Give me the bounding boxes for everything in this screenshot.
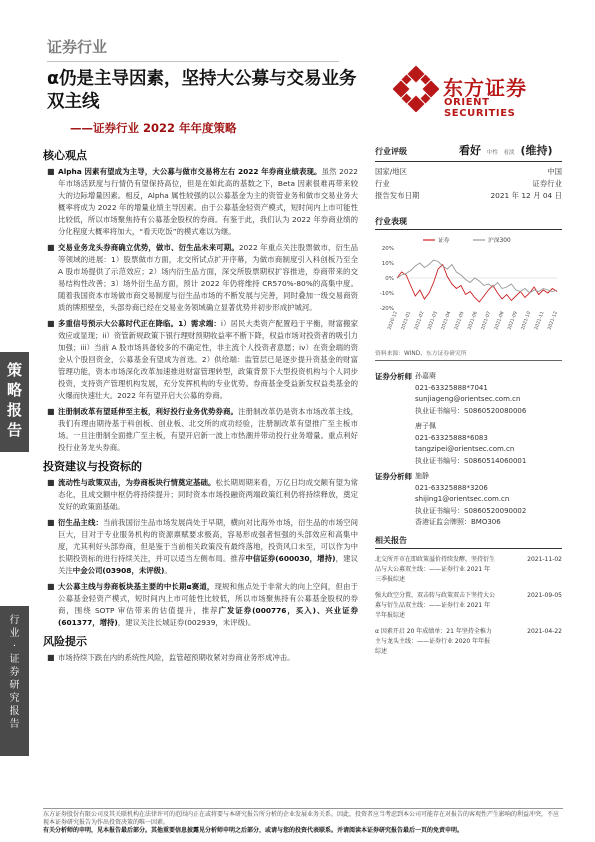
core-view-paragraph (43, 406, 358, 454)
bullet-icon: ■ (47, 243, 55, 252)
y-tick-label: 0% (385, 276, 394, 282)
rating-value: 看好 (459, 144, 481, 157)
analyst-line: 执业证书编号：S0860514060001 (415, 456, 527, 465)
x-tick-label: 2021-04 (440, 310, 453, 331)
analyst-line: 孙嘉赓 (415, 372, 436, 380)
rating-options: 中性 看淡 (487, 150, 515, 156)
analyst-line: 施静 (415, 472, 429, 480)
bullet-icon: ■ (47, 518, 55, 527)
core-view-body: 注册制改革仍是资本市场改革主线，我们有理由期待基于科创板、创业板、北交所的成功经验，注册制改革有望推广至主板市场。一旦注册制全面推广至主板，有望开启新一波上市热潮并带动投行业务增量。重点利好投行业务龙头券商。 (58, 407, 358, 452)
analyst-entry (375, 421, 562, 467)
x-tick-label: 2021-07 (480, 310, 493, 331)
analyst-role: 证券分析师 (375, 372, 412, 381)
risk-paragraph (43, 652, 358, 664)
investment-body: 松长期周期来看，万亿日均成交额有望为常态化，且成交额中枢仍将持续提升；同时资本市场投融资两端政策红利仍将持续释放，奠定发好的政策面基础。 (58, 478, 358, 511)
related-report-title: α 因素开启 20 年成绩单：21 年坚持全椎力主与龙头主线：——证券行业 2020 年年报综述 (375, 627, 492, 655)
core-view-body: i）居民大类资产配置趋于平衡，财富搬家效应或显现；ii）资管新规政策下银行理财预期收益率不断下降，权益市场对投资者的吸引力加强；iii）当前 A 股市场具备较多的不确定性，非主流个人投资者意愿；iv）在资金端的资金从个股回资金，公募基金有望成为首选。2）供给端：监管层已是逐步提升资基金的财富管理功能，资本市场深化改革加速推进财富管理转型，政策背景下大型投资机构与个人同步投资，支持资产管理机构发展，充分发挥机构的专业优势。券商基金受益新发权益类基金的火爆而快速壮大。2022 年有望开启大公募的券商。 (58, 319, 358, 400)
x-tick-label: 2021-09 (507, 310, 519, 331)
core-view-lead: 注册制改革有望延伸至主板，利好投行业务优势券商。 (58, 407, 239, 416)
core-view-lead: 多重信号预示大公募时代正在降临。1）需求端： (58, 319, 221, 328)
risk-body: 市场持续下跌在内的系统性风险，监管超预期收紧对券商业务形成冲击。 (58, 653, 295, 662)
core-view-body: 2022 年重点关注股票做市、衍生品等领域的进展：1）股票做市方面，北交所试点扩开序幕，为做市商制度引入科创板乃至全 A 股市场提供了示范效应；2）场内衍生品方面，深交所股票期权扩容推进，券商带来的交易结构性改善；3）场外衍生品方面，预计 2022 年仍将维持 CR570%-80%的高集中度。随着我国资本市场做市商交易制度与衍生品市场的不断发展与完善，同时叠加一级交易商资质的牌照壁垒，头部券商已经在交易业务领域确立显著优势并初步形成护城河。 (58, 243, 358, 312)
bullet-icon: ■ (47, 167, 55, 176)
report-category-vertical (0, 614, 29, 731)
bullet-icon: ■ (47, 478, 55, 487)
bullet-icon: ■ (47, 319, 55, 328)
analyst-line: 香港证监会牌照：BMO306 (415, 518, 501, 526)
disclaimer-bold: 有关分析师的申明，见本报告最后部分。其他重要信息披露见分析师申明之后部分，或请与您的投资代表联系。并请阅读本证券研究报告最后一页的免责申明。 (43, 827, 464, 834)
core-views-heading: 核心观点 (43, 149, 87, 162)
logo-name-en: ORIENT SECURITIES (444, 97, 516, 119)
report-subtitle: ——证券行业 2022 年年度策略 (70, 121, 237, 135)
analyst-info (415, 421, 562, 467)
x-tick-label: 2021-10 (520, 310, 533, 331)
chart-title: 行业表现 (375, 216, 562, 230)
core-view-paragraph (43, 166, 358, 238)
related-heading: 相关报告 (375, 535, 562, 549)
rating-keep: (维持) (520, 144, 553, 157)
company-logo (393, 66, 561, 118)
sidebar-char: 究 (9, 693, 20, 704)
core-view-lead: 交易业务龙头券商确立优势，做市、衍生品未来可期。 (58, 243, 239, 252)
investment-paragraph (43, 517, 358, 577)
investment-stock: 广发证券(000776，买入)、兴业证券(601377，增持) (58, 606, 358, 627)
analyst-role: 证券分析师 (375, 472, 412, 481)
risk-heading: 风险提示 (43, 635, 87, 648)
x-tick-label: 2020-12 (387, 310, 399, 331)
info-value: 证券行业 (532, 179, 562, 188)
sidebar-char: 行 (9, 615, 20, 626)
investment-heading: 投资建议与投资标的 (43, 460, 142, 473)
investment-list (43, 477, 358, 629)
investment-lead: 衍生品主线： (58, 518, 104, 527)
x-tick-label: 2021-08 (494, 310, 506, 331)
related-report-date: 2021-04-22 (527, 627, 562, 635)
legend-label: 沪深300 (488, 238, 511, 244)
core-view-paragraph (43, 242, 358, 314)
info-key: 行业 (375, 179, 390, 188)
info-row (375, 190, 562, 202)
sector-heading: 证券行业 (47, 38, 108, 56)
investment-paragraph (43, 477, 358, 513)
bullet-icon: ■ (47, 407, 55, 416)
series-line-证券 (397, 265, 557, 303)
analyst-entry (375, 471, 562, 529)
investment-lead: 流动性与政策双击，为券商板块行情奠定基础。 (58, 478, 216, 487)
investment-body: 当前我国衍生品市场发展尚处于早期，横向对比海外市场，衍生品的市场空间巨大，目对于专业服务机构的资源禀赋要求极高，容易形成强者恒强的头部效应和高集中度，尤其利好头部券商，但是鉴于当前相关政策没有最终落地，投资风口未至，可以作为中长期投资标的进行持续关注，并可以适当左侧布局。推荐 (58, 518, 358, 563)
x-tick-label: 2021-03 (427, 310, 439, 331)
investment-body: 。 (164, 566, 172, 575)
risk-list (43, 652, 358, 664)
core-views-list (43, 166, 358, 454)
disclaimer (43, 811, 563, 835)
bullet-icon: ■ (47, 582, 55, 591)
analyst-line: 021-63325888*3206 (415, 483, 488, 492)
x-tick-label: 2021-11 (534, 310, 546, 331)
bullet-icon: ■ (47, 653, 55, 662)
analyst-info (415, 471, 562, 529)
investment-stock: 中金公司(03908，未评级) (72, 566, 165, 575)
sidebar-char: 证 (9, 654, 20, 665)
related-report (375, 627, 562, 657)
core-view-lead: Alpha 因素有望成为主导，大公募与做市交易将左右 2022 年券商业绩表现。 (58, 167, 322, 176)
sidebar-char: 报 (9, 706, 20, 717)
analyst-entry (375, 371, 562, 417)
related-report-title: 北交所开市在即政策溢价持续发酵，坚持衍生品与大公募双主线：——证券行业 2021 年三季报综述 (375, 555, 496, 583)
related-report (375, 591, 562, 621)
chart-source: 资料来源：WIND、东方证券研究所 (375, 348, 562, 361)
report-title: α仍是主导因素，坚持大公募与交易业务双主线 (47, 69, 357, 112)
x-tick-label: 2021-01 (400, 310, 413, 331)
investment-body: ，建议关注 (58, 554, 358, 575)
main-content (43, 147, 358, 668)
logo-mark-icon (393, 66, 439, 112)
analyst-line: 021-63325888*7041 (415, 383, 488, 392)
x-tick-label: 2021-12 (547, 310, 559, 331)
legend-label: 证券 (438, 238, 450, 244)
header-divider (47, 61, 339, 62)
analyst-role (375, 421, 415, 467)
info-key: 报告发布日期 (375, 191, 420, 200)
sidebar-char: 业 (9, 628, 20, 639)
core-view-body: 虽然 2022 年市场活跃度与行情仍有望保持高位，但是在如此高的基数之下，Beta 因素很难再带来较大的边际增量因素。相反，Alpha 属性较强的以公募基金为主的资管业务和做市交易业务大概率将成为 2022 年的增量业绩主导因素。由于公募基金轻资产模式，短时间内上市可能性比较低，所以市场聚焦持有公募基金股权的券商。有鉴于此，我们认为 2022 年券商业绩的分化程度大概率将加大，“看天吃饭”的模式难以为继。 (58, 167, 358, 236)
sidebar-char: 告 (6, 421, 22, 439)
related-report (375, 555, 562, 585)
analyst-line: 执业证书编号：S0860520080006 (415, 406, 527, 415)
investment-body: 现规和焦点处于非常大的向上空间，但由于公募基金轻资产模式，短时间内上市可能性比较低，所以市场聚焦持有公募基金股权的券商，围绕 SOTP 审估带来的估值提升，推荐 (58, 582, 358, 615)
sidebar-char: 研 (9, 680, 20, 691)
sidebar-char: 券 (9, 667, 20, 678)
investment-body: ，建议关注长城证券(002939，未评级) (117, 618, 248, 627)
related-reports-list (375, 555, 562, 657)
industry-performance-chart (375, 234, 562, 342)
rating-label: 行业评级 (375, 147, 407, 156)
core-view-paragraph (43, 318, 358, 402)
analyst-line: 唐子佩 (415, 422, 436, 430)
info-key: 国家/地区 (375, 167, 408, 176)
basic-info-table (375, 166, 562, 202)
analyst-line: shijing1@orientsec.com.cn (415, 495, 510, 503)
investment-paragraph (43, 581, 358, 629)
analyst-line: 021-63325888*6083 (415, 433, 488, 442)
x-tick-label: 2021-06 (467, 310, 479, 331)
y-tick-label: 20% (381, 246, 394, 252)
report-type-tag (0, 352, 29, 452)
investment-stock: 中信证券(600030，增持) (245, 554, 336, 563)
y-tick-label: -10% (379, 291, 394, 297)
sidebar-char: 策 (6, 361, 22, 379)
related-report-title: 强大政空分置，双击转与政策双击下坚持大公募与衍生品双主线：——证券行业 2021 年半年报综述 (375, 591, 496, 619)
side-panel (375, 142, 562, 657)
sidebar-char: · (12, 641, 17, 652)
analyst-line: 执业证书编号：S0860520090002 (415, 506, 527, 515)
x-tick-label: 2021-05 (454, 310, 466, 331)
sidebar-char: 告 (9, 719, 20, 730)
info-value: 2021 年 12 月 04 日 (490, 191, 562, 200)
y-tick-label: 10% (381, 261, 394, 267)
sidebar-char: 报 (6, 401, 22, 419)
investment-lead: 大公募主线与券商板块基主要的中长期α赛道， (58, 582, 215, 591)
report-category-strip (0, 606, 29, 756)
report-type-vertical (0, 360, 29, 440)
info-row (375, 178, 562, 190)
info-value: 中国 (547, 167, 562, 176)
related-report-date: 2021-11-02 (527, 555, 562, 563)
info-row (375, 166, 562, 178)
analyst-info (415, 371, 562, 417)
related-report-date: 2021-09-05 (527, 591, 562, 599)
industry-rating (375, 142, 562, 162)
analyst-line: tangzipei@orientsec.com.cn (415, 445, 515, 453)
analyst-list (375, 371, 562, 529)
x-tick-label: 2021-02 (414, 310, 426, 331)
disclaimer-text: 东方证券股份有限公司及其关联机构在法律许可的范围内正在或将要与本研究报告所分析的企业发展业务关系。因此，投资者应当考虑到本公司可能存在对报告的客观性产生影响的利益冲突，不应视本证券研究报告为作出投资决策的唯一因素。 (43, 811, 560, 826)
analyst-line: sunjiageng@orientsec.com.cn (415, 395, 521, 403)
investment-body: 。 (247, 618, 256, 627)
footer-divider (43, 808, 563, 809)
logo-name-cn: 东方证券 (443, 76, 527, 100)
y-tick-label: -20% (379, 306, 394, 312)
sidebar-char: 略 (6, 381, 22, 399)
